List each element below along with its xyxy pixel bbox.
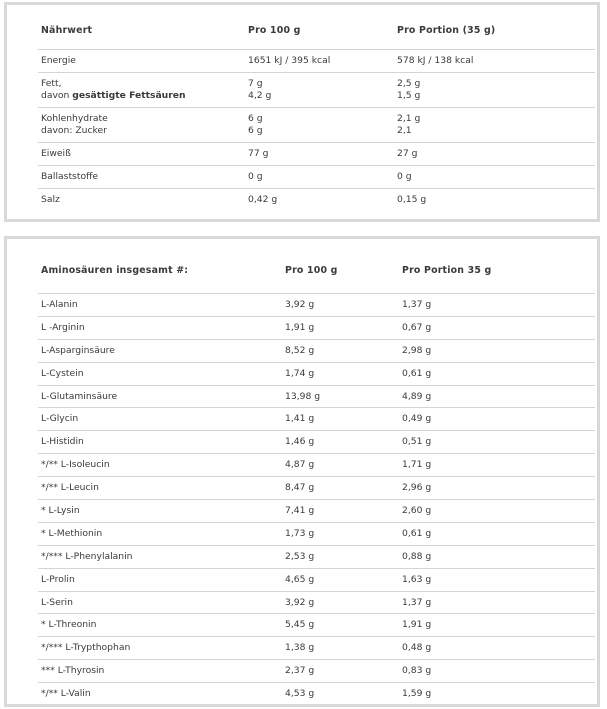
label-zucker: davon: Zucker xyxy=(41,125,107,136)
label-kohlenhydrate: Kohlenhydrate xyxy=(41,113,108,124)
row-label xyxy=(38,73,248,108)
value-per-portion: 1,59 g xyxy=(402,688,432,700)
value-per-portion: 0 g xyxy=(397,166,595,189)
table-row xyxy=(38,545,595,568)
amino-acid-name: */** L-Valin xyxy=(41,688,91,700)
table-row-salz xyxy=(38,189,595,212)
table-row xyxy=(38,339,595,362)
table-row xyxy=(38,431,595,454)
label-strong: gesättigte Fettsäuren xyxy=(72,90,186,101)
table-row xyxy=(38,408,595,431)
value-per-100g: 1,74 g xyxy=(285,362,402,385)
row-label: Ballaststoffe xyxy=(38,166,248,189)
value-zucker-portion: 2,1 xyxy=(397,125,412,136)
value-per-100g: 8,47 g xyxy=(285,477,402,500)
value-per-portion: 2,98 g xyxy=(402,339,595,362)
table-row-fett xyxy=(38,73,595,108)
amino-acid-name: L-Asparginsäure xyxy=(38,339,285,362)
amino-acid-name: */** L-Isoleucin xyxy=(38,454,285,477)
amino-acid-name: */*** L-Phenylalanin xyxy=(38,545,285,568)
row-label: Salz xyxy=(41,194,60,206)
row-label xyxy=(38,108,248,143)
amino-acid-name: L-Prolin xyxy=(38,568,285,591)
value-per-portion: 0,48 g xyxy=(402,637,595,660)
table-row xyxy=(38,660,595,683)
header-pro-portion: Pro Portion (35 g) xyxy=(397,25,496,36)
value-per-100g: 2,37 g xyxy=(285,660,402,683)
value-per-100g: 2,53 g xyxy=(285,545,402,568)
amino-acid-name: L-Alanin xyxy=(38,294,285,317)
value-per-portion: 1,63 g xyxy=(402,568,595,591)
value-per-portion: 0,49 g xyxy=(402,408,595,431)
value-per-portion: 1,91 g xyxy=(402,614,595,637)
value-per-100g: 1651 kJ / 395 kcal xyxy=(248,50,397,73)
value-per-100g: 4,53 g xyxy=(285,688,315,700)
value-per-100g: 5,45 g xyxy=(285,614,402,637)
value-per-portion: 578 kJ / 138 kcal xyxy=(397,50,595,73)
value-per-100g: 13,98 g xyxy=(285,385,402,408)
value-per-portion: 2,60 g xyxy=(402,500,595,523)
table-row xyxy=(38,477,595,500)
table-row xyxy=(38,522,595,545)
value-per-portion: 0,51 g xyxy=(402,431,595,454)
value-per-100g: 1,91 g xyxy=(285,316,402,339)
row-label: Eiweiß xyxy=(38,143,248,166)
value-per-portion: 2,96 g xyxy=(402,477,595,500)
value-per-100g: 7,41 g xyxy=(285,500,402,523)
table-row xyxy=(38,683,595,706)
value-kohlenhydrate-portion: 2,1 g xyxy=(397,113,421,124)
value-per-100g: 1,46 g xyxy=(285,431,402,454)
amino-acid-name: L-Cystein xyxy=(38,362,285,385)
value-per-portion: 1,71 g xyxy=(402,454,595,477)
amino-acid-name: *** L-Thyrosin xyxy=(38,660,285,683)
value-per-100g: 0 g xyxy=(248,166,397,189)
value-per-portion: 0,83 g xyxy=(402,660,595,683)
header-pro-portion: Pro Portion 35 g xyxy=(402,265,492,276)
header-naehrwert: Nährwert xyxy=(41,25,93,36)
table-row xyxy=(38,316,595,339)
value-fett-portion: 2,5 g xyxy=(397,78,421,89)
value-kohlenhydrate-100g: 6 g xyxy=(248,113,263,124)
value-per-portion: 0,88 g xyxy=(402,545,595,568)
label-prefix: davon xyxy=(41,90,73,101)
table-row xyxy=(38,500,595,523)
value-per-portion: 0,67 g xyxy=(402,316,595,339)
amino-acids-table xyxy=(38,249,595,706)
amino-acid-name: L-Histidin xyxy=(38,431,285,454)
amino-acid-name: * L-Lysin xyxy=(38,500,285,523)
amino-acid-name: L-Glycin xyxy=(38,408,285,431)
value-per-portion: 4,89 g xyxy=(402,385,595,408)
value-per-100g: 1,73 g xyxy=(285,522,402,545)
value-per-portion: 0,61 g xyxy=(402,362,595,385)
table-row xyxy=(38,454,595,477)
value-gesaettigte-portion: 1,5 g xyxy=(397,90,421,101)
value-per-100g: 77 g xyxy=(248,143,397,166)
table-row-ballaststoffe xyxy=(38,166,595,189)
value-per-portion: 1,37 g xyxy=(402,294,595,317)
amino-acid-name: * L-Threonin xyxy=(38,614,285,637)
value-per-portion: 1,37 g xyxy=(402,591,595,614)
table-row-energie xyxy=(38,50,595,73)
value-per-portion: 27 g xyxy=(397,143,595,166)
header-pro-100g: Pro 100 g xyxy=(248,25,301,36)
value-gesaettigte-100g: 4,2 g xyxy=(248,90,272,101)
header-aminosaeuren: Aminosäuren insgesamt #: xyxy=(41,265,189,276)
value-per-100g xyxy=(248,73,397,108)
table-row xyxy=(38,568,595,591)
table-header-row xyxy=(38,249,595,294)
value-per-100g: 8,52 g xyxy=(285,339,402,362)
amino-acids-body xyxy=(38,294,595,706)
label-fett: Fett, xyxy=(41,78,62,89)
value-per-100g: 1,38 g xyxy=(285,637,402,660)
value-per-100g: 4,65 g xyxy=(285,568,402,591)
amino-acid-name: * L-Methionin xyxy=(38,522,285,545)
value-per-portion: 0,15 g xyxy=(397,194,427,206)
table-row xyxy=(38,362,595,385)
label-gesaettigte-fettsaeuren xyxy=(41,90,248,102)
header-pro-100g: Pro 100 g xyxy=(285,265,338,276)
value-zucker-100g: 6 g xyxy=(248,125,263,136)
table-row xyxy=(38,385,595,408)
amino-acid-name: */*** L-Trypthophan xyxy=(38,637,285,660)
value-per-portion xyxy=(397,73,595,108)
amino-acids-panel xyxy=(4,236,600,707)
value-per-100g: 3,92 g xyxy=(285,294,402,317)
table-row xyxy=(38,591,595,614)
amino-acid-name: L-Serin xyxy=(38,591,285,614)
nutrition-table xyxy=(38,13,595,212)
amino-acid-name: */** L-Leucin xyxy=(38,477,285,500)
table-row xyxy=(38,294,595,317)
table-row-kohlenhydrate xyxy=(38,108,595,143)
table-header-row xyxy=(38,13,595,50)
row-label: Energie xyxy=(38,50,248,73)
value-per-portion: 0,61 g xyxy=(402,522,595,545)
nutrition-facts-panel xyxy=(4,2,600,222)
value-fett-100g: 7 g xyxy=(248,78,263,89)
amino-acid-name: L-Glutaminsäure xyxy=(38,385,285,408)
table-row xyxy=(38,614,595,637)
amino-acid-name: L -Arginin xyxy=(38,316,285,339)
table-row-eiweiss xyxy=(38,143,595,166)
value-per-100g: 0,42 g xyxy=(248,194,278,206)
value-per-100g: 3,92 g xyxy=(285,591,402,614)
value-per-100g xyxy=(248,108,397,143)
value-per-portion xyxy=(397,108,595,143)
table-row xyxy=(38,637,595,660)
value-per-100g: 1,41 g xyxy=(285,408,402,431)
value-per-100g: 4,87 g xyxy=(285,454,402,477)
